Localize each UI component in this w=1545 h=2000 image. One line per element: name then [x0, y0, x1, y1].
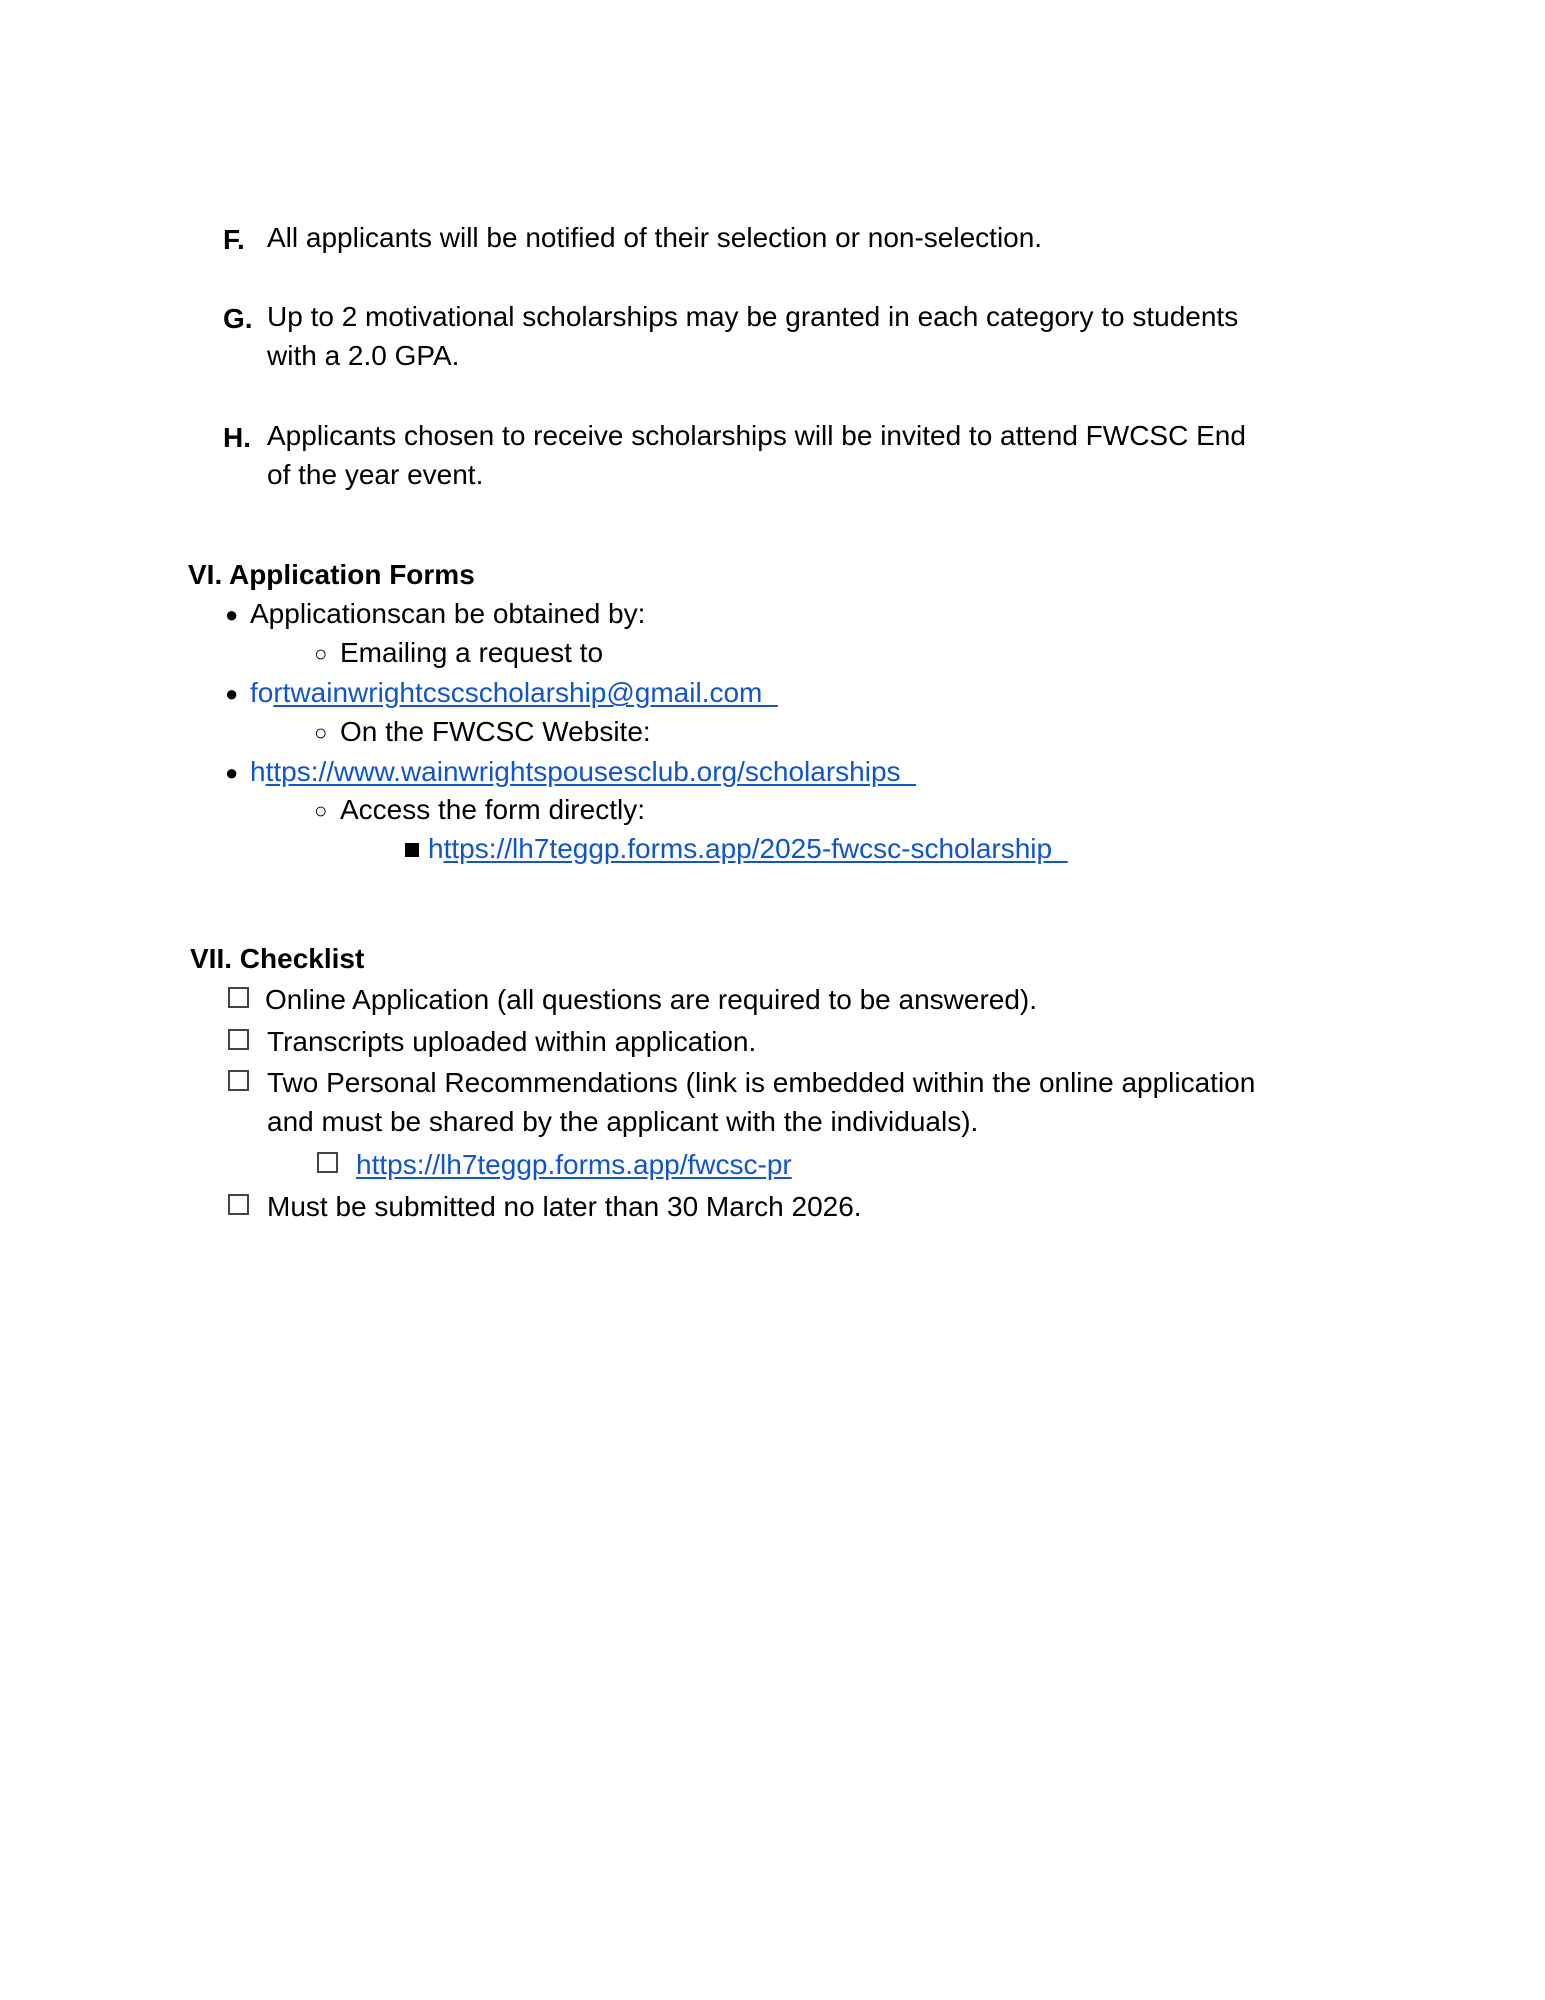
checklist-item-deadline: Must be submitted no later than 30 March 2026.	[267, 1191, 862, 1222]
list-item-letter-f: F.	[223, 224, 245, 255]
form-link[interactable]: ttps://lh7teggp.forms.app/2025-fwcsc-scholarship	[443, 833, 1053, 864]
bullet-filled: ●	[225, 681, 239, 706]
checkbox-recommendations[interactable]	[228, 1070, 249, 1091]
checkbox-online-application[interactable]	[228, 987, 249, 1008]
website-link[interactable]: ttps://www.wainwrightspousesclub.org/scholarships	[265, 756, 901, 787]
section-heading-checklist: VII. Checklist	[190, 943, 365, 974]
list-item-f-text: All applicants will be notified of their selection or non-selection.	[267, 222, 1043, 253]
checklist-item-transcripts: Transcripts uploaded within application.	[267, 1026, 757, 1057]
email-link-trailing-space[interactable]	[762, 677, 778, 708]
checkbox-deadline[interactable]	[228, 1194, 249, 1215]
website-line	[250, 754, 916, 790]
checkbox-recommendation-link[interactable]	[317, 1152, 338, 1173]
list-item-letter-h: H.	[223, 422, 251, 453]
checklist-item-online-application: Online Application (all questions are required to be answered).	[265, 984, 1038, 1015]
website-link-trailing-space[interactable]	[901, 756, 917, 787]
website-label-text: On the FWCSC Website:	[340, 716, 651, 747]
checkbox-transcripts[interactable]	[228, 1029, 249, 1050]
bullet-hollow: ○	[314, 720, 328, 745]
bullet-hollow: ○	[314, 641, 328, 666]
recommendation-link[interactable]: https://lh7teggp.forms.app/fwcsc-pr	[356, 1149, 792, 1180]
form-line	[428, 831, 1068, 867]
list-item-h-text-line2: of the year event.	[267, 459, 484, 490]
list-item-letter-g: G.	[223, 303, 253, 334]
form-lead-text: h	[428, 833, 444, 864]
form-link-trailing-space[interactable]	[1052, 833, 1068, 864]
applications-intro-text: Applicationscan be obtained by:	[250, 598, 646, 629]
email-line	[250, 675, 778, 711]
list-item-g-text-line1: Up to 2 motivational scholarships may be granted in each category to students	[267, 301, 1239, 332]
bullet-filled: ●	[225, 602, 239, 627]
list-item-h-text-line1: Applicants chosen to receive scholarships will be invited to attend FWCSC End	[267, 420, 1246, 451]
list-item-g-text-line2: with a 2.0 GPA.	[267, 340, 460, 371]
checklist-item-recommendations-line1: Two Personal Recommendations (link is embedded within the online application	[267, 1067, 1256, 1098]
section-heading-application-forms: VI. Application Forms	[188, 559, 475, 590]
emailing-request-text: Emailing a request to	[340, 637, 604, 668]
website-lead-text: h	[250, 756, 266, 787]
square-bullet-icon	[405, 843, 419, 857]
checklist-item-recommendations-line2: and must be shared by the applicant with the individuals).	[267, 1106, 979, 1137]
bullet-hollow: ○	[314, 798, 328, 823]
email-lead-text: fo	[250, 677, 274, 708]
recommendation-link-line	[356, 1147, 792, 1183]
email-link[interactable]: rtwainwrightcscscholarship@gmail.com	[273, 677, 763, 708]
bullet-filled: ●	[225, 760, 239, 785]
form-direct-label-text: Access the form directly:	[340, 794, 645, 825]
